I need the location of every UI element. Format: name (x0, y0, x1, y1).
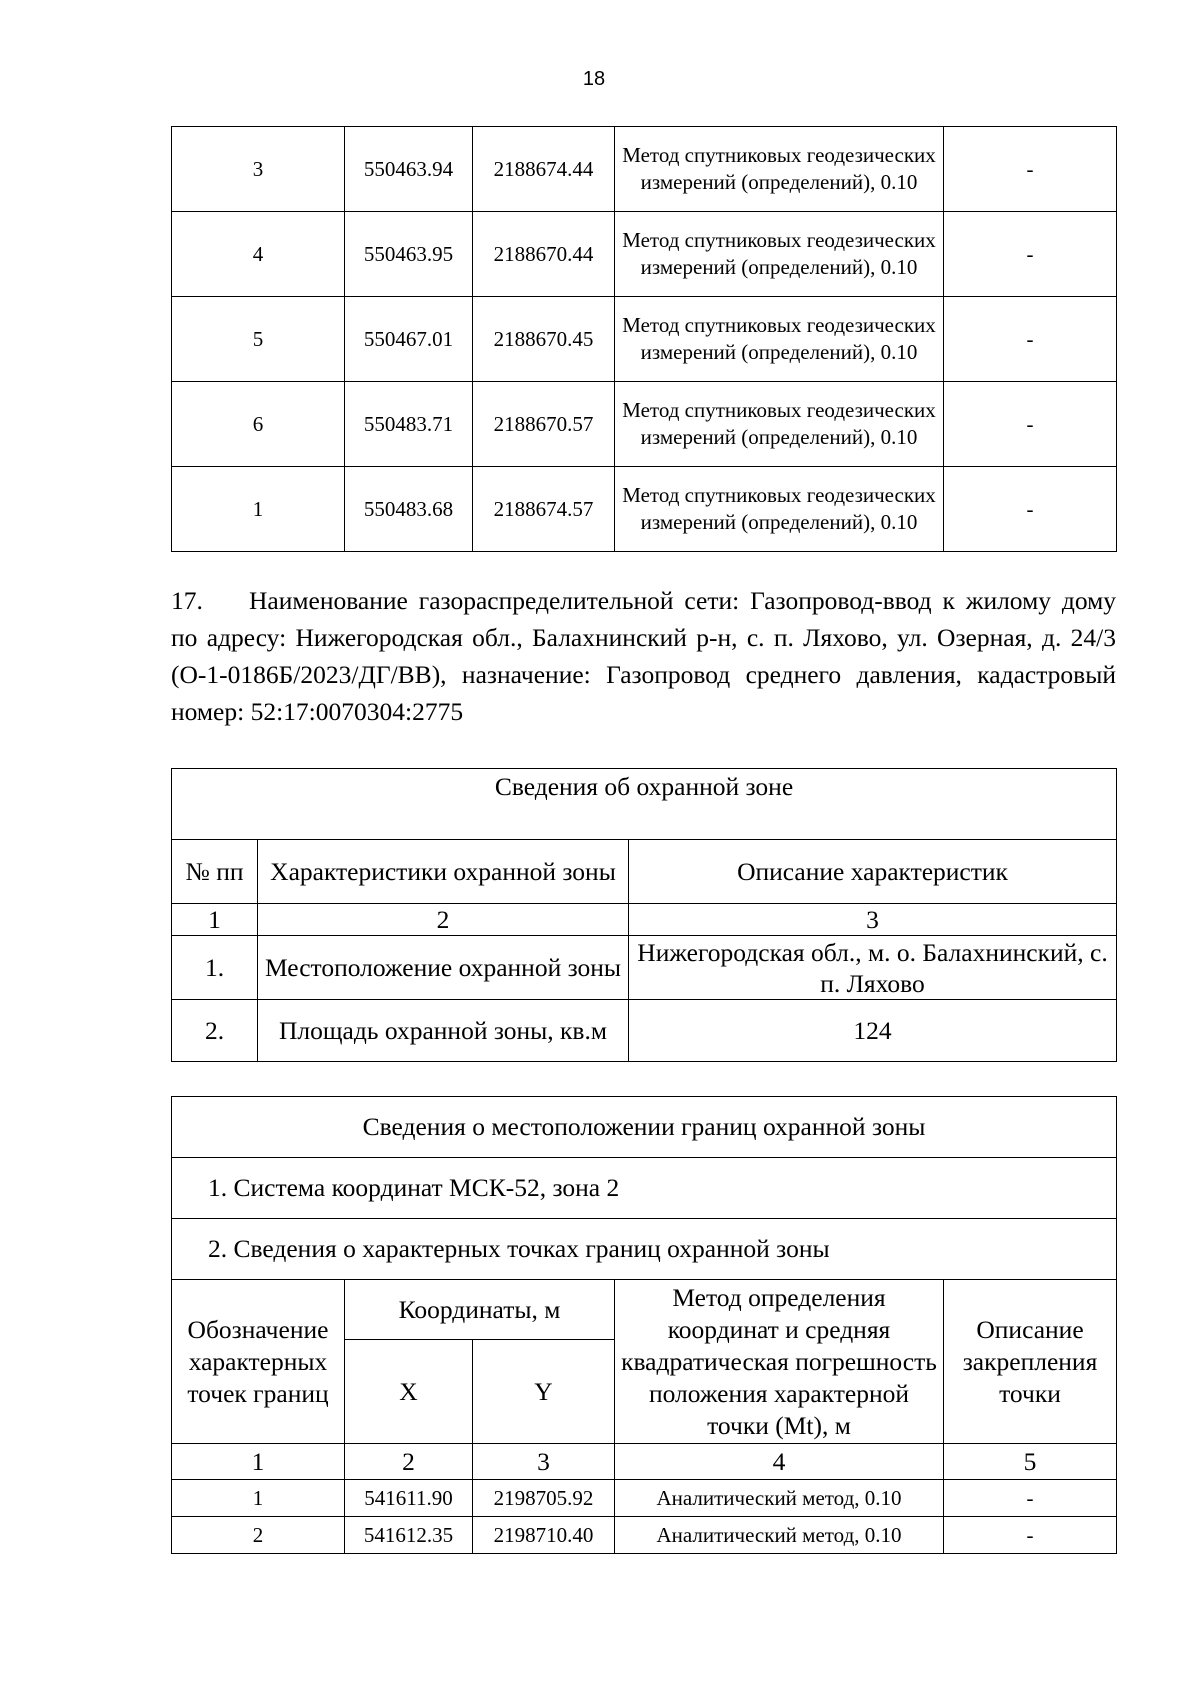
table-caption: Сведения об охранной зоне (172, 769, 1117, 840)
method-header: Метод определения координат и средняя квадратическая погрешность положения характерной точки (Mt), м (615, 1280, 944, 1444)
coordinates-table-continued (171, 126, 1117, 552)
y-cell: 2198710.40 (473, 1517, 615, 1554)
table-row (172, 297, 1117, 382)
column-number: 2 (345, 1444, 473, 1480)
desc-cell: - (944, 1480, 1117, 1517)
desc-header: Описание закрепления точки (944, 1280, 1117, 1444)
y-cell: 2188670.57 (473, 382, 615, 467)
column-number: 1 (172, 904, 258, 936)
column-number: 1 (172, 1444, 345, 1480)
column-header: № пп (172, 840, 258, 904)
row-value: 124 (629, 1000, 1117, 1062)
boundary-points-table (171, 1096, 1117, 1554)
x-cell: 541612.35 (345, 1517, 473, 1554)
method-cell: Метод спутниковых геодезических измерений (определений), 0.10 (615, 212, 944, 297)
column-number: 3 (473, 1444, 615, 1480)
y-cell: 2188670.44 (473, 212, 615, 297)
table-row (172, 1000, 1117, 1062)
points-title: 2. Сведения о характерных точках границ охранной зоны (172, 1219, 1117, 1280)
table-row (172, 212, 1117, 297)
method-cell: Аналитический метод, 0.10 (615, 1517, 944, 1554)
table-row (172, 382, 1117, 467)
x-header: X (345, 1340, 473, 1444)
protection-zone-table (171, 768, 1117, 1062)
method-cell: Метод спутниковых геодезических измерений (определений), 0.10 (615, 382, 944, 467)
point-header: Обозначение характерных точек границ (172, 1280, 345, 1444)
point-cell: 1 (172, 467, 345, 552)
coords-header: Координаты, м (345, 1280, 615, 1340)
table-row (172, 1517, 1117, 1554)
y-cell: 2198705.92 (473, 1480, 615, 1517)
x-cell: 550463.94 (345, 127, 473, 212)
y-cell: 2188670.45 (473, 297, 615, 382)
column-number: 2 (258, 904, 629, 936)
row-value: Нижегородская обл., м. о. Балахнинский, с. п. Ляхово (629, 936, 1117, 1000)
method-cell: Аналитический метод, 0.10 (615, 1480, 944, 1517)
table-row (172, 1480, 1117, 1517)
table-caption: Сведения о местоположении границ охранной зоны (172, 1097, 1117, 1158)
column-header: Характеристики охранной зоны (258, 840, 629, 904)
column-number: 4 (615, 1444, 944, 1480)
x-cell: 550483.71 (345, 382, 473, 467)
section-number: 17. (171, 586, 203, 615)
coordinate-system: 1. Система координат МСК-52, зона 2 (172, 1158, 1117, 1219)
section-text: Наименование газораспределительной сети: Газопровод-ввод к жилому дому по адресу: Нижегородская обл., Балахнинский р-н, с. п. Ляхово, ул. Озерная, д. 24/3 (О-1-0186Б/2023/ДГ/ВВ), назначение: Газопровод среднего давления, кадастровый номер: 52:17:0070304:2775 (171, 586, 1116, 726)
y-cell: 2188674.57 (473, 467, 615, 552)
table-row (172, 127, 1117, 212)
column-number: 3 (629, 904, 1117, 936)
x-cell: 541611.90 (345, 1480, 473, 1517)
y-header: Y (473, 1340, 615, 1444)
y-cell: 2188674.44 (473, 127, 615, 212)
point-cell: 6 (172, 382, 345, 467)
column-header: Описание характеристик (629, 840, 1117, 904)
desc-cell: - (944, 467, 1117, 552)
row-number: 2. (172, 1000, 258, 1062)
method-cell: Метод спутниковых геодезических измерений (определений), 0.10 (615, 467, 944, 552)
page-number: 18 (582, 68, 606, 90)
method-cell: Метод спутниковых геодезических измерений (определений), 0.10 (615, 297, 944, 382)
table-row (172, 936, 1117, 1000)
row-number: 1. (172, 936, 258, 1000)
desc-cell: - (944, 382, 1117, 467)
point-cell: 5 (172, 297, 345, 382)
point-cell: 2 (172, 1517, 345, 1554)
row-name: Местоположение охранной зоны (258, 936, 629, 1000)
row-name: Площадь охранной зоны, кв.м (258, 1000, 629, 1062)
column-number: 5 (944, 1444, 1117, 1480)
method-cell: Метод спутниковых геодезических измерений (определений), 0.10 (615, 127, 944, 212)
desc-cell: - (944, 212, 1117, 297)
x-cell: 550483.68 (345, 467, 473, 552)
point-cell: 4 (172, 212, 345, 297)
table-row (172, 467, 1117, 552)
section-paragraph (171, 582, 1116, 730)
x-cell: 550463.95 (345, 212, 473, 297)
point-cell: 3 (172, 127, 345, 212)
point-cell: 1 (172, 1480, 345, 1517)
desc-cell: - (944, 1517, 1117, 1554)
desc-cell: - (944, 127, 1117, 212)
x-cell: 550467.01 (345, 297, 473, 382)
desc-cell: - (944, 297, 1117, 382)
